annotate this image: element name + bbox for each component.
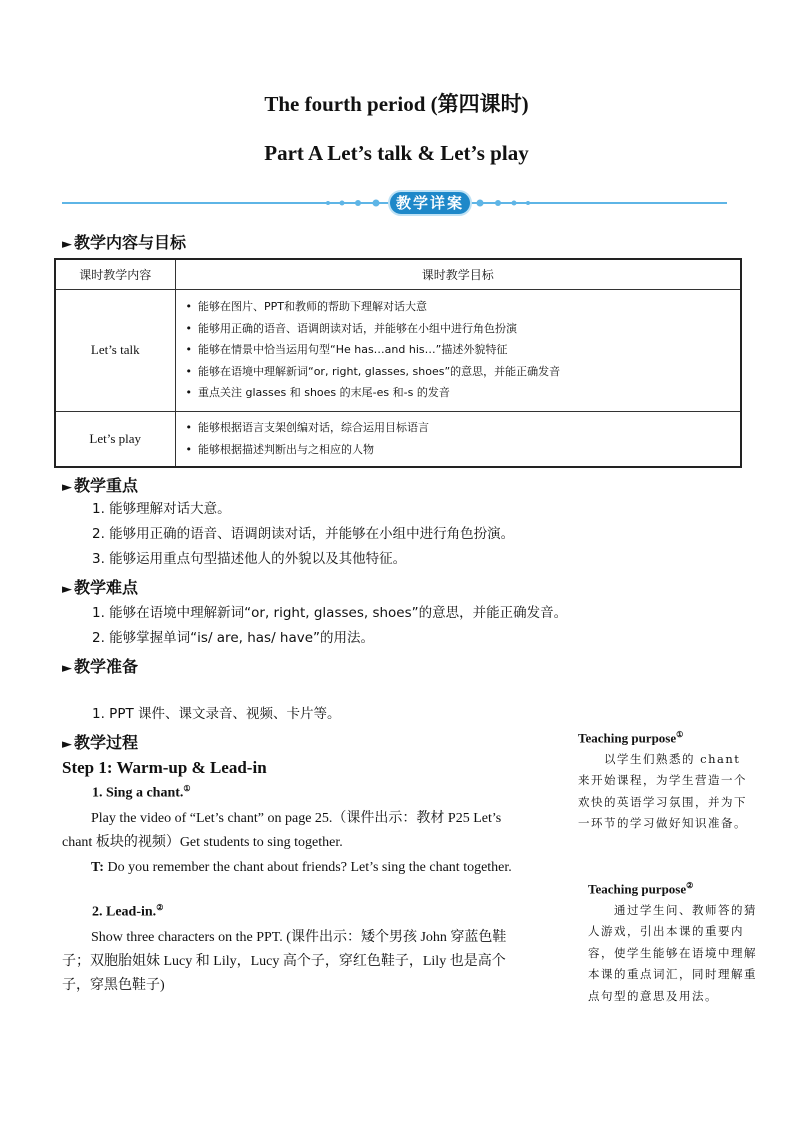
sidenote-2 (588, 875, 758, 1007)
goal-item: • 能够根据描述判断出与之相应的人物 (185, 442, 374, 456)
triangle-icon: ► (62, 237, 72, 252)
sidenote-text: 通过学生问、教师答的猜人游戏，引出本课的重要内容，使学生能够在语境中理解本课的重点词汇，同时理解重点句型的意思及用法。 (588, 902, 757, 1003)
goal-item: • 能够用正确的语音、语调朗读对话，并能够在小组中进行角色扮演 (185, 321, 517, 335)
table-row (55, 411, 741, 467)
section-heading-process: ► 教学过程 (62, 733, 139, 752)
lesson-goals (175, 289, 741, 411)
table-header-row (55, 259, 741, 289)
table-row (55, 289, 741, 411)
triangle-icon: ► (62, 480, 72, 495)
list-item: 1. PPT 课件、课文录音、视频、卡片等。 (92, 706, 341, 722)
goal-item: • 重点关注 glasses 和 shoes 的末尾-es 和-s 的发音 (185, 386, 450, 400)
section-heading-goals: ► 教学内容与目标 (62, 233, 187, 252)
page-title: The fourth period (第四课时) (264, 92, 529, 116)
sidenote-heading: Teaching purpose① (578, 730, 684, 746)
page-subtitle: Part A Let’s talk & Let’s play (264, 141, 529, 165)
lesson-name: Let’s play (55, 411, 175, 467)
key-points-list (92, 497, 514, 572)
preparation-list (92, 702, 341, 727)
triangle-icon: ► (62, 737, 72, 752)
banner-dots-left (320, 198, 390, 208)
table-header-cell: 课时教学目标 (175, 259, 741, 289)
triangle-icon: ► (62, 582, 72, 597)
sing-chant-text: Play the video of “Let’s chant” on page 25.（课件出示：教材 P25 Let’s chant 板块的视频）Get students to sing together. T: Do you remember the chant about friends? Let’s sing the chant together. (62, 807, 532, 880)
section-heading-preparation: ► 教学准备 (62, 657, 139, 676)
goal-item: • 能够在图片、PPT和教师的帮助下理解对话大意 (185, 300, 427, 314)
sidenote-text: 以学生们熟悉的 chant 来开始课程，为学生营造一个欢快的英语学习氛围，并为下一环节的学习做好知识准备。 (578, 751, 747, 831)
lesson-goals (175, 411, 741, 467)
triangle-icon: ► (62, 661, 72, 676)
section-heading-key-points: ► 教学重点 (62, 476, 139, 495)
sidenote-1 (578, 724, 756, 835)
section-heading-difficulties: ► 教学难点 (62, 578, 139, 597)
goal-item: • 能够在语境中理解新词“or, right, glasses, shoes”的意思，并能正确发音 (185, 364, 561, 378)
list-item: 1. 能够在语境中理解新词“or, right, glasses, shoes”的意思，并能正确发音。 (92, 605, 568, 621)
list-item: 2. 能够掌握单词“is/ are, has/ have”的用法。 (92, 630, 375, 646)
banner-label: 教学详案 (388, 190, 472, 216)
lead-in-heading: 2. Lead-in.② (92, 903, 164, 920)
goals-table (54, 258, 742, 468)
goal-item: • 能够根据语言支架创编对话，综合运用目标语言 (185, 421, 429, 435)
list-item: 3. 能够运用重点句型描述他人的外貌以及其他特征。 (92, 551, 407, 567)
table-header-cell: 课时教学内容 (55, 259, 175, 289)
sidenote-heading: Teaching purpose② (588, 881, 694, 897)
banner-dots-right (466, 198, 536, 208)
teacher-line: T: Do you remember the chant about friends? Let’s sing the chant together. (91, 860, 512, 875)
section-banner (62, 190, 727, 216)
difficulties-list (92, 601, 567, 651)
sing-chant-heading: 1. Sing a chant.① (92, 784, 191, 801)
list-item: 1. 能够理解对话大意。 (92, 501, 231, 517)
step-heading: Step 1: Warm-up & Lead-in (62, 758, 267, 777)
list-item: 2. 能够用正确的语音、语调朗读对话，并能够在小组中进行角色扮演。 (92, 526, 515, 542)
lesson-name: Let’s talk (55, 289, 175, 411)
goal-item: • 能够在情景中恰当运用句型“He has…and his…”描述外貌特征 (185, 343, 508, 357)
lead-in-text: Show three characters on the PPT. (课件出示：矮个男孩 John 穿蓝色鞋子；双胞胎姐妹 Lucy 和 Lily，Lucy 高个子，穿红色鞋子，Lily 也是高个子，穿黑色鞋子) (62, 930, 507, 993)
